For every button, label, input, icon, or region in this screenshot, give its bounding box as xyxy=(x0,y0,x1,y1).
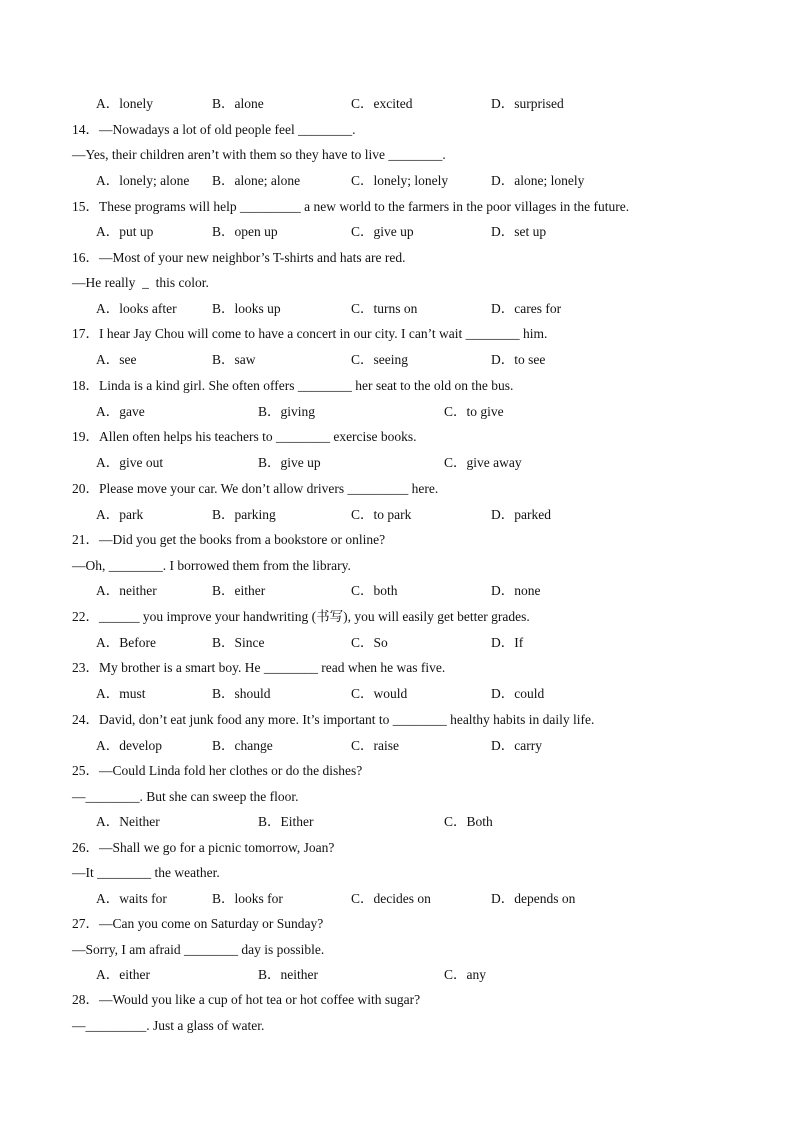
options-row xyxy=(96,635,776,651)
question-text: 28．—Would you like a cup of hot tea or hot coffee with sugar? xyxy=(72,992,421,1007)
answer-option: D．none xyxy=(491,583,541,598)
answer-option: B．saw xyxy=(212,352,256,367)
question-text: 27．—Can you come on Saturday or Sunday? xyxy=(72,916,324,931)
answer-option: C．turns on xyxy=(351,301,418,316)
answer-option: B．giving xyxy=(258,404,316,419)
answer-option: D．parked xyxy=(491,507,551,522)
question-text: 22．______ you improve your handwriting (书写), you will easily get better grades. xyxy=(72,609,530,624)
answer-option: D．If xyxy=(491,635,524,650)
answer-option: D．could xyxy=(491,686,545,701)
answer-option: B．change xyxy=(212,738,273,753)
answer-option: C．both xyxy=(351,583,398,598)
answer-option: A．waits for xyxy=(96,891,167,906)
answer-option: C．would xyxy=(351,686,408,701)
options-row xyxy=(96,301,776,317)
answer-option: A．put up xyxy=(96,224,154,239)
question-text: —________. But she can sweep the floor. xyxy=(72,789,299,804)
options-row xyxy=(96,173,776,189)
options-row xyxy=(96,583,776,599)
options-row xyxy=(96,96,776,112)
question-text: 25．—Could Linda fold her clothes or do the dishes? xyxy=(72,763,363,778)
answer-option: D．depends on xyxy=(491,891,576,906)
question-text: 14．—Nowadays a lot of old people feel ________. xyxy=(72,122,356,137)
options-row xyxy=(96,967,776,983)
answer-option: C．seeing xyxy=(351,352,408,367)
question-text: 16．—Most of your new neighbor’s T-shirts and hats are red. xyxy=(72,250,406,265)
options-row xyxy=(96,891,776,907)
answer-option: A．give out xyxy=(96,455,164,470)
answer-option: C．give up xyxy=(351,224,414,239)
question-text: 18．Linda is a kind girl. She often offers ________ her seat to the old on the bus. xyxy=(72,378,514,393)
answer-option: C．Both xyxy=(444,814,493,829)
options-row xyxy=(96,686,776,702)
answer-option: A．develop xyxy=(96,738,162,753)
answer-option: A．must xyxy=(96,686,146,701)
question-text: 19．Allen often helps his teachers to ________ exercise books. xyxy=(72,429,417,444)
options-row xyxy=(96,404,776,420)
answer-option: D．alone; lonely xyxy=(491,173,585,188)
answer-option: A．either xyxy=(96,967,150,982)
question-text: 21．—Did you get the books from a bookstore or online? xyxy=(72,532,386,547)
answer-option: D．set up xyxy=(491,224,547,239)
answer-option: B．alone xyxy=(212,96,264,111)
answer-option: A．Neither xyxy=(96,814,160,829)
question-text: —It ________ the weather. xyxy=(72,865,220,880)
answer-option: B．give up xyxy=(258,455,321,470)
answer-option: D．to see xyxy=(491,352,546,367)
answer-option: A．looks after xyxy=(96,301,177,316)
answer-option: A．park xyxy=(96,507,144,522)
options-row xyxy=(96,738,776,754)
answer-option: A．lonely xyxy=(96,96,153,111)
options-row xyxy=(96,814,776,830)
question-text: —Yes, their children aren’t with them so they have to live ________. xyxy=(72,147,446,162)
answer-option: A．see xyxy=(96,352,137,367)
answer-option: C．lonely; lonely xyxy=(351,173,449,188)
question-text: —Oh, ________. I borrowed them from the library. xyxy=(72,558,351,573)
question-text: —He really _ this color. xyxy=(72,275,209,290)
options-row xyxy=(96,352,776,368)
question-text: 17．I hear Jay Chou will come to have a concert in our city. I can’t wait ________ him. xyxy=(72,326,548,341)
answer-option: B．neither xyxy=(258,967,318,982)
answer-option: D．surprised xyxy=(491,96,564,111)
question-text: 23．My brother is a smart boy. He ________ read when he was five. xyxy=(72,660,446,675)
answer-option: B．alone; alone xyxy=(212,173,301,188)
answer-option: B．open up xyxy=(212,224,278,239)
question-text: —Sorry, I am afraid ________ day is possible. xyxy=(72,942,325,957)
answer-option: B．looks up xyxy=(212,301,281,316)
question-text: 26．—Shall we go for a picnic tomorrow, Joan? xyxy=(72,840,335,855)
answer-option: D．cares for xyxy=(491,301,562,316)
answer-option: B．Since xyxy=(212,635,265,650)
question-text: 15．These programs will help _________ a new world to the farmers in the poor villages in the future. xyxy=(72,199,630,214)
answer-option: C．excited xyxy=(351,96,413,111)
answer-option: B．either xyxy=(212,583,266,598)
answer-option: D．carry xyxy=(491,738,542,753)
answer-option: C．So xyxy=(351,635,388,650)
options-row xyxy=(96,507,776,523)
answer-option: A．Before xyxy=(96,635,156,650)
answer-option: A．gave xyxy=(96,404,145,419)
answer-option: C．decides on xyxy=(351,891,431,906)
answer-option: C．to park xyxy=(351,507,412,522)
question-text: 20．Please move your car. We don’t allow drivers _________ here. xyxy=(72,481,439,496)
answer-option: C．any xyxy=(444,967,486,982)
answer-option: C．give away xyxy=(444,455,522,470)
answer-option: B．parking xyxy=(212,507,276,522)
answer-option: B．Either xyxy=(258,814,314,829)
question-text: —_________. Just a glass of water. xyxy=(72,1018,265,1033)
answer-option: B．looks for xyxy=(212,891,283,906)
options-row xyxy=(96,455,776,471)
answer-option: C．to give xyxy=(444,404,504,419)
answer-option: B．should xyxy=(212,686,271,701)
answer-option: C．raise xyxy=(351,738,399,753)
options-row xyxy=(96,224,776,240)
answer-option: A．neither xyxy=(96,583,157,598)
question-text: 24．David, don’t eat junk food any more. It’s important to ________ healthy habits in daily life. xyxy=(72,712,595,727)
answer-option: A．lonely; alone xyxy=(96,173,190,188)
